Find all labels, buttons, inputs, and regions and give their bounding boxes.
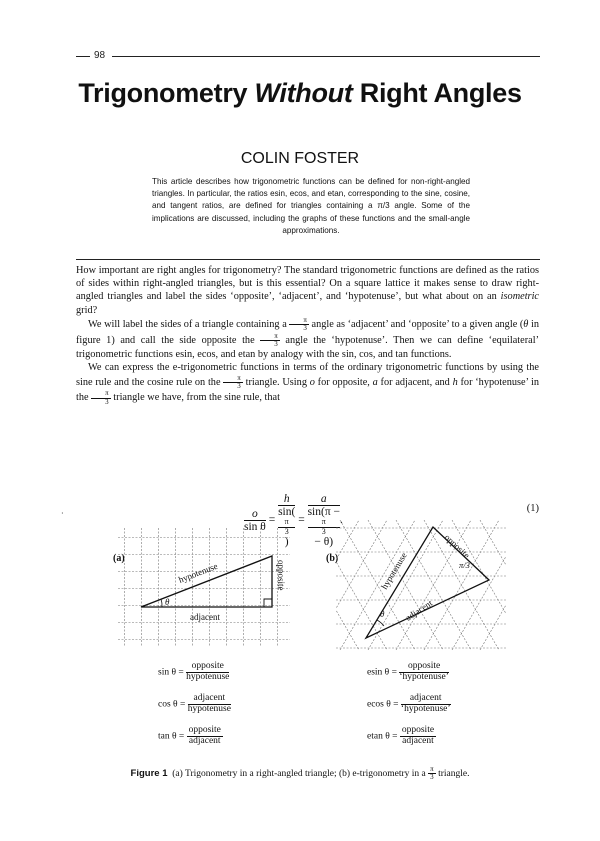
square-grid: [118, 528, 290, 647]
margin-mark: ·: [61, 509, 64, 518]
eq-fraction-o: $\frac{o}{\text{sin θ}}$: [244, 507, 266, 533]
author-name: COLIN FOSTER: [240, 150, 360, 167]
eq-fraction-a: a sin(π − π 3 − θ): [307, 493, 340, 548]
header-rule-left: [76, 56, 90, 57]
hypotenuse-label: hypotenuse: [379, 550, 409, 592]
equation-1: $\frac{o}{\text{sin θ}}$ = h sin( π 3 ) = a sin(π − π 3 − θ) . (1): [244, 493, 539, 548]
pi-over-3: $\frac{\pi}{3}$: [289, 317, 309, 333]
formula-ecos: ecos θ = $\frac{\text{adjacent}}{\text{‘hypotenuse’}}$: [367, 693, 451, 714]
pi-over-3-angle-label: π/3: [459, 560, 470, 570]
abstract: This article describes how trigonometric functions can be defined for non-right-angled triangles. In particular, the ratios esin, ecos, and etan, corresponding to the sine, cosine, and tangent ratios, are defined for triangles containing a π/3 angle. Some of the implications are discussed, including the graphs of these functions and the small-angle approximations.: [152, 177, 470, 235]
header-rule-right: [112, 56, 540, 57]
formula-tan: tan θ = $\frac{\text{opposite}}{\text{adjacent}}$: [158, 725, 221, 746]
isometric-grid: [336, 520, 506, 650]
body-text: [76, 264, 539, 406]
adjacent-label: adjacent: [403, 597, 435, 623]
pi-over-3: $\frac{\pi}{3}$: [260, 333, 280, 349]
opposite-label: opposite: [442, 532, 472, 561]
figure-caption: Figure 1 (a) Trigonometry in a right-angled triangle; (b) e-trigonometry in a $\frac{\pi}{3}$ triangle.: [130, 765, 470, 782]
page-number: 98: [94, 50, 106, 61]
figure-b-isometric-lattice: [336, 520, 506, 650]
pi-over-3: $\frac{\pi}{3}$: [91, 390, 111, 406]
article-title: Trigonometry Without Right Angles: [78, 78, 522, 108]
title-emphasis: Without: [254, 78, 353, 108]
formula-cos: cos θ = $\frac{\text{adjacent}}{\text{hypotenuse}}$: [158, 693, 231, 714]
formula-esin: esin θ = $\frac{\text{opposite}}{\text{‘hypotenuse’}}$: [367, 661, 449, 682]
figure-label-a: (a): [113, 553, 125, 564]
opposite-label: opposite: [276, 560, 286, 591]
theta-label: θ: [165, 597, 170, 607]
figure-a-square-lattice: [118, 522, 290, 647]
abstract-rule: [76, 259, 540, 260]
figure-label-b: (b): [326, 553, 339, 564]
equation-number: (1): [526, 503, 539, 514]
paragraph-3: We can express the e-trigonometric functions in terms of the ordinary trigonometric functions by using the sine rule and the cosine rule on the $\frac{\pi}{3}$ triangle. Using o for opposite, a for adjacent, and h for ‘hypotenuse’ in the $\frac{\pi}{3}$ triangle we have, from the sine rule, that: [76, 362, 540, 406]
formula-sin: sin θ = $\frac{\text{opposite}}{\text{hypotenuse}}$: [158, 661, 230, 682]
pi-over-3: $\frac{\pi}{3}$: [223, 375, 243, 391]
theta-label: θ: [380, 609, 385, 619]
formula-etan: etan θ = $\frac{\text{opposite}}{\text{adjacent}}$: [367, 725, 435, 746]
hypotenuse-label: hypotenuse: [177, 560, 219, 585]
paragraph-1: How important are right angles for trigonometry? The standard trigonometric functions are defined as the ratios of sides within right-angled triangles, but is this essential? On a square lattice it makes sense to draw right-angled triangles and label the sides ‘opposite’, ‘adjacent’, and ‘hypotenuse’, but what about on an isometric grid?: [76, 265, 539, 316]
adjacent-label: adjacent: [190, 612, 220, 622]
paragraph-2: We will label the sides of a triangle containing a $\frac{\pi}{3}$ angle as ‘adjacent’ and ‘opposite’ to a given angle (θ in figure 1) and call the side opposite the $\frac{\pi}{3}$ angle the ‘hypotenuse’. Then we can define ‘equilateral’ trigonometric functions esin, ecos, and etan by analogy with the sin, cos, and tan functions.: [76, 315, 539, 361]
eq-fraction-h: h sin( π 3 ): [278, 493, 296, 548]
theta-arc: [377, 620, 384, 626]
